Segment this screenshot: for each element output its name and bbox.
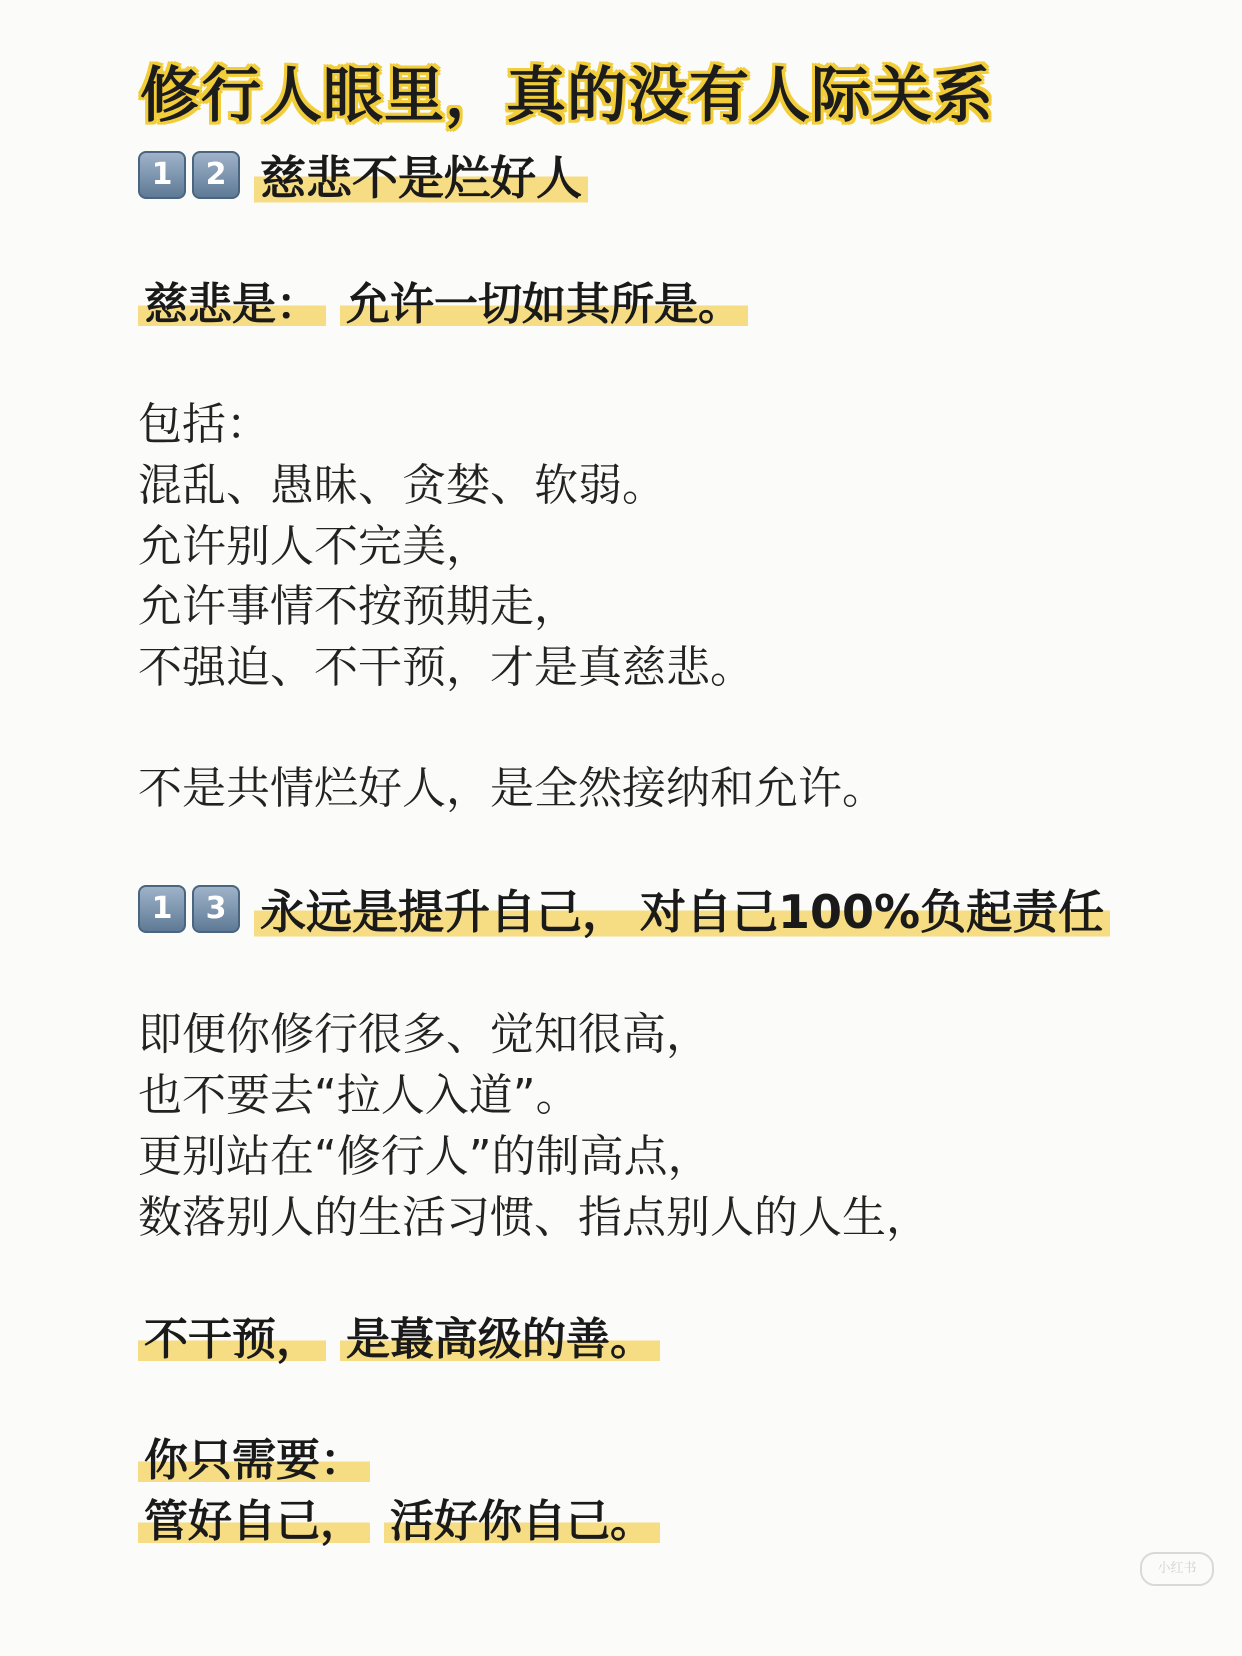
watermark-logo: 小红书: [1140, 1552, 1214, 1586]
section-13-title-part1: 永远是提升自己，: [254, 876, 634, 942]
keycap-digit-icon: 3: [192, 885, 240, 933]
closing-label: 你只需要：: [138, 1435, 370, 1486]
keycap-digit-icon: 1: [138, 151, 186, 199]
closing-line-1: [138, 1424, 370, 1488]
body-line: 也不要去“拉人入道”。: [138, 1070, 580, 1121]
key-message: [138, 1303, 660, 1367]
closing-line-2: [138, 1485, 660, 1549]
definition-text: 允许一切如其所是。: [340, 279, 748, 330]
section-12-title: 慈悲不是烂好人: [254, 142, 588, 208]
section-13-heading: [138, 876, 1110, 942]
body-line: 更别站在“修行人”的制高点，: [138, 1131, 712, 1182]
body-line: 即便你修行很多、觉知很高，: [138, 1009, 710, 1060]
section-13-title-part2: 对自己100%负起责任: [634, 876, 1110, 942]
closing-part2: 活好你自己。: [384, 1496, 660, 1547]
body-line: 不强迫、不干预，才是真慈悲。: [138, 642, 754, 693]
compassion-definition: [138, 268, 748, 332]
body-line: 混乱、愚昧、贪婪、软弱。: [138, 460, 666, 511]
closing-part1: 管好自己，: [138, 1496, 370, 1547]
section-12-summary: 不是共情烂好人，是全然接纳和允许。: [138, 763, 886, 814]
note-title: 修行人眼里，真的没有人际关系: [140, 61, 994, 131]
keycap-digit-icon: 2: [192, 151, 240, 199]
body-line: 数落别人的生活习惯、指点别人的人生，: [138, 1192, 930, 1243]
definition-label: 慈悲是：: [138, 279, 326, 330]
body-line: 包括：: [138, 399, 270, 450]
key-message-part2: 是蕞高级的善。: [340, 1314, 660, 1365]
body-line: 允许别人不完美，: [138, 521, 490, 572]
body-line: 允许事情不按预期走，: [138, 581, 578, 632]
key-message-part1: 不干预，: [138, 1314, 326, 1365]
keycap-digit-icon: 1: [138, 885, 186, 933]
section-12-heading: [138, 142, 588, 208]
